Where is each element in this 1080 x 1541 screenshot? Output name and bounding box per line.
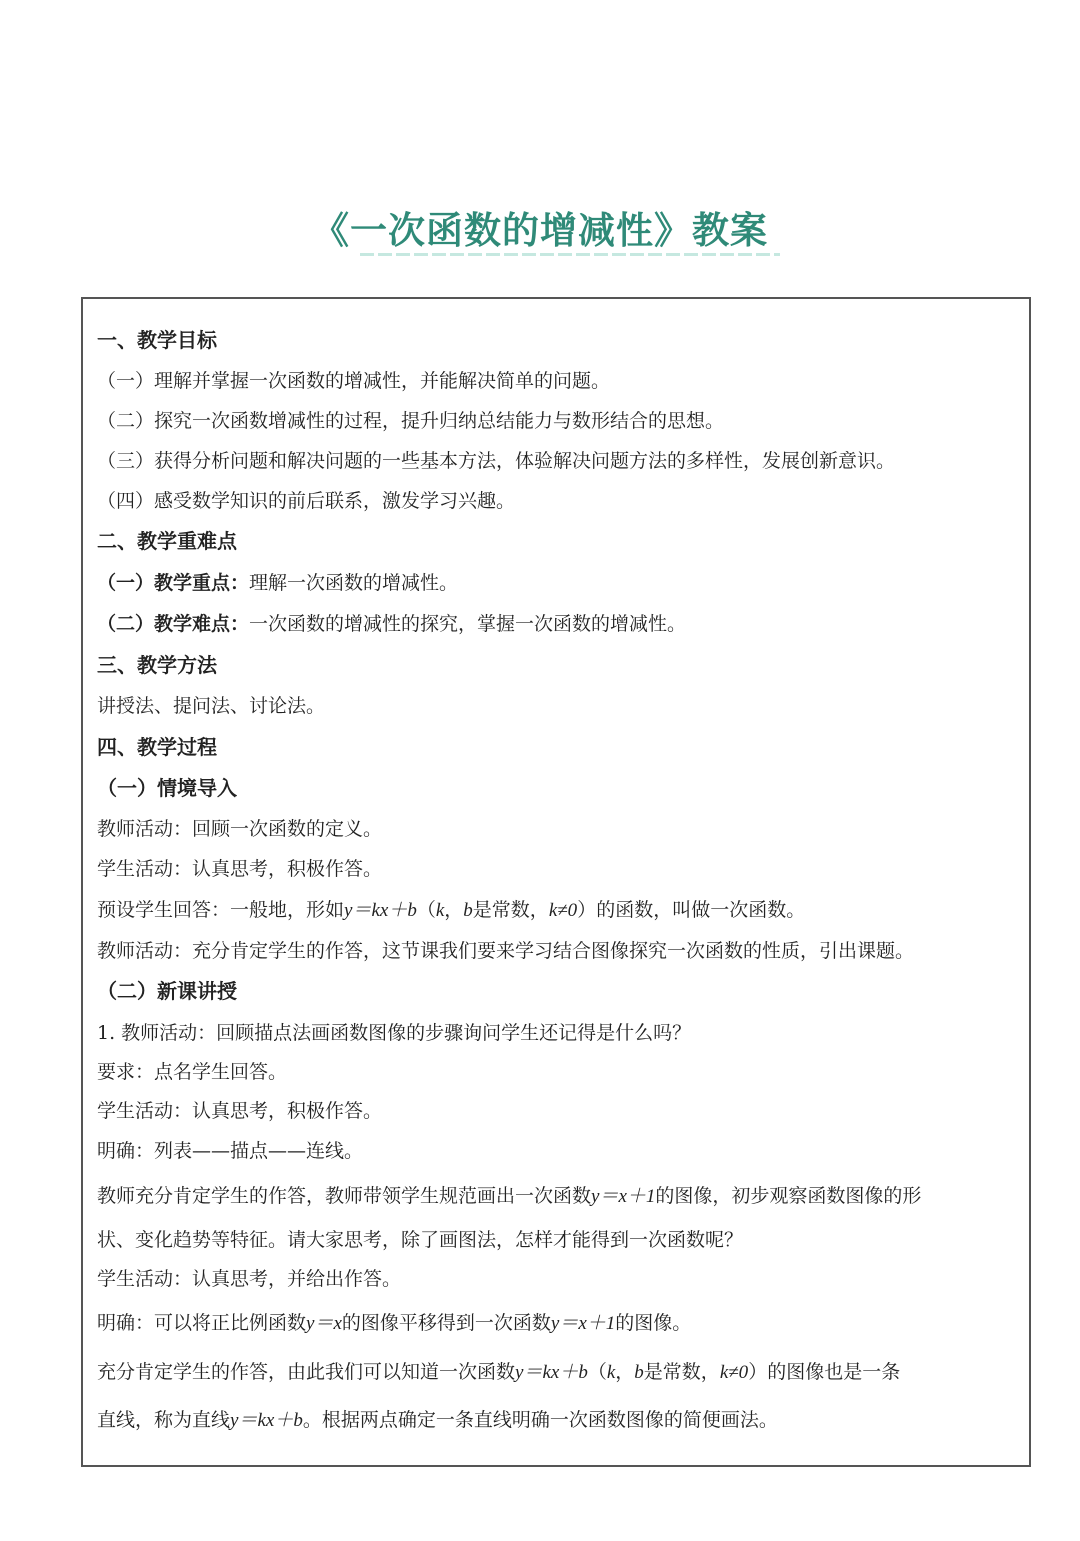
text-span: 是常数， [472, 899, 549, 921]
difficult-point-label: （二）教学难点： [97, 613, 250, 635]
text-span: 充分肯定学生的作答，由此我们可以知道一次函数 [97, 1361, 516, 1383]
lesson-line-2: 要求：点名学生回答。 [97, 1061, 288, 1083]
objective-item-2: （二）探究一次函数增减性的过程，提升归纳总结能力与数形结合的思想。 [97, 410, 725, 432]
key-point-label: （一）教学重点： [97, 572, 250, 594]
text-span: ）的函数，叫做一次函数。 [577, 899, 806, 921]
section-heading-methods: 三、教学方法 [97, 653, 217, 677]
difficult-point-item [97, 612, 686, 636]
text-span: ， [444, 899, 464, 921]
document-title: 《一次函数的增减性》教案 [312, 208, 768, 252]
text-span: 是常数， [643, 1361, 720, 1383]
math-expression: y＝kx＋b [344, 900, 417, 921]
text-span: （ [416, 899, 436, 921]
objective-item-1: （一）理解并掌握一次函数的增减性，并能解决简单的问题。 [97, 370, 611, 392]
text-span: 直线，称为直线 [97, 1409, 231, 1431]
key-point-item [97, 571, 458, 595]
lesson-line-6: 状、变化趋势等特征。请大家思考，除了画图法，怎样才能得到一次函数呢？ [97, 1229, 744, 1251]
intro-teacher-activity-2: 教师活动：充分肯定学生的作答，这节课我们要来学习结合图像探究一次函数的性质，引出课题。 [97, 940, 915, 962]
text-span: ， [615, 1361, 635, 1383]
math-expression: y＝kx＋b [230, 1410, 303, 1431]
key-point-text: 理解一次函数的增减性。 [249, 572, 459, 594]
math-expression: k≠0 [719, 1362, 749, 1383]
text-span: 教师充分肯定学生的作答，教师带领学生规范画出一次函数 [97, 1185, 592, 1207]
subsection-heading-new-lesson: （二）新课讲授 [97, 979, 237, 1003]
text-span: ）的图像也是一条 [748, 1361, 901, 1383]
text-span: 的图像。 [615, 1312, 692, 1334]
math-variable: k [606, 1362, 616, 1383]
section-heading-objectives: 一、教学目标 [97, 328, 217, 352]
lesson-line-10 [97, 1408, 778, 1433]
lesson-line-1: 1. 教师活动：回顾描点法画函数图像的步骤询问学生还记得是什么吗？ [97, 1022, 692, 1044]
text-span: 的图像，初步观察函数图像的形 [655, 1185, 922, 1207]
math-expression: y＝x [306, 1313, 342, 1334]
math-expression: y＝x＋1 [591, 1186, 656, 1207]
lesson-line-7: 学生活动：认真思考，并给出作答。 [97, 1268, 402, 1290]
section-heading-key-points: 二、教学重难点 [97, 529, 237, 553]
title-underline [360, 253, 780, 256]
math-variable: b [634, 1362, 644, 1383]
methods-text: 讲授法、提问法、讨论法。 [97, 695, 326, 717]
math-variable: b [463, 900, 473, 921]
intro-student-activity: 学生活动：认真思考，积极作答。 [97, 858, 383, 880]
objective-item-4: （四）感受数学知识的前后联系，激发学习兴趣。 [97, 490, 516, 512]
text-span: 预设学生回答：一般地，形如 [97, 899, 345, 921]
text-span: 。根据两点确定一条直线明确一次函数图像的简便画法。 [302, 1409, 778, 1431]
lesson-line-9 [97, 1360, 900, 1385]
subsection-heading-introduction: （一）情境导入 [97, 776, 237, 800]
intro-teacher-activity-1: 教师活动：回顾一次函数的定义。 [97, 818, 383, 840]
math-expression: k≠0 [548, 900, 578, 921]
lesson-line-5 [97, 1184, 921, 1209]
text-span: （ [587, 1361, 607, 1383]
lesson-line-8 [97, 1311, 691, 1336]
difficult-point-text: 一次函数的增减性的探究，掌握一次函数的增减性。 [249, 613, 687, 635]
lesson-line-4: 明确：列表——描点——连线。 [97, 1140, 364, 1162]
math-expression: y＝x＋1 [550, 1313, 616, 1334]
lesson-line-3: 学生活动：认真思考，积极作答。 [97, 1100, 383, 1122]
intro-expected-answer [97, 898, 805, 923]
text-span: 明确：可以将正比例函数 [97, 1312, 307, 1334]
math-expression: y＝kx＋b [515, 1362, 588, 1383]
section-heading-process: 四、教学过程 [97, 735, 217, 759]
math-variable: k [435, 900, 445, 921]
text-span: 的图像平移得到一次函数 [341, 1312, 551, 1334]
objective-item-3: （三）获得分析问题和解决问题的一些基本方法，体验解决问题方法的多样性，发展创新意识。 [97, 450, 896, 472]
